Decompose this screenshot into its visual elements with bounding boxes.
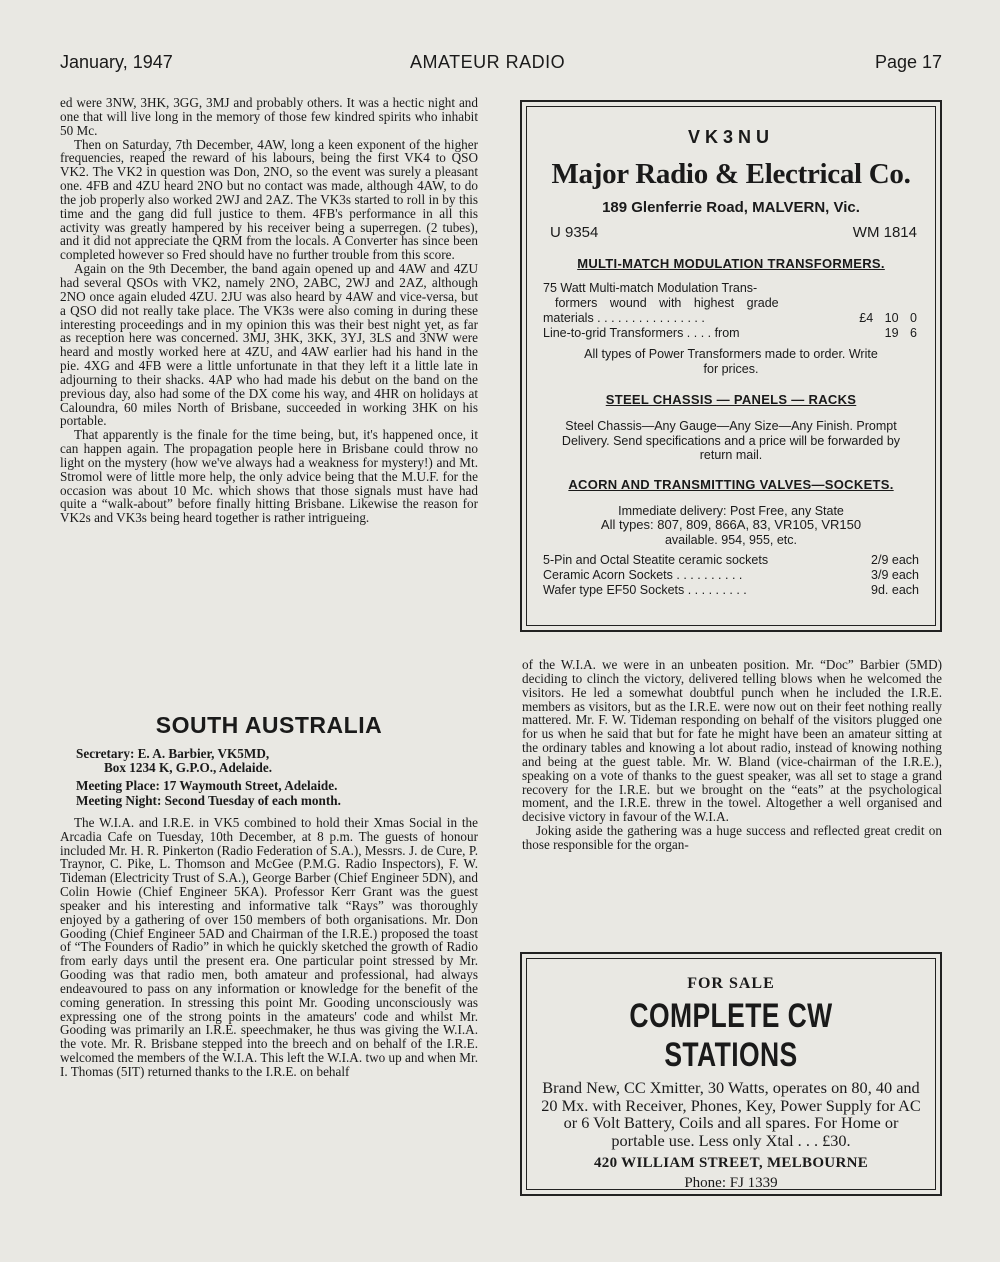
meeting-place: Meeting Place: 17 Waymouth Street, Adelaide. [76,778,338,794]
for-sale-phone: Phone: FJ 1339 [684,1175,778,1191]
meeting-night: Meeting Night: Second Tuesday of each month. [76,792,341,808]
section-heading: SOUTH AUSTRALIA [155,712,383,738]
left-column-article [60,96,478,525]
socket-price: 2/9 each [871,553,919,567]
for-sale-heading: FOR SALE [687,975,775,992]
page-number: Page 17 [874,52,942,72]
valves-line: available. 954, 955, etc. [664,532,798,547]
sockets-list [543,553,919,598]
ad-phone-right: WM 1814 [852,224,917,241]
article-paragraph: Joking aside the gathering was a huge success and reflected great credit on those responsible for the organ- [522,823,942,852]
article-paragraph: Then on Saturday, 7th December, 4AW, long a keen exponent of the higher frequencies, reaped the reward of his labours, being the first VK4 to QSO VK2. The VK2 in question was Don, 2NO, so the event was surely a pleasant one. 4FB and 4ZU heard 2NO but no contact was made, although 4AW, to do the job properly also worked 2WJ and 2AZ. The VK3s started to roll in by this time and the gang did full justice to them. 4FB's performance in all this activity was greatly hampered by his receiver being a superregen. (2 tubes), and it did not appreciate the QRM from the locals. A Converter has since been completed however so Fred should have no further trouble from this score. [60,136,478,263]
transformer-line: 75 Watt Multi-match Modulation Trans- [543,281,758,295]
valves-line: Immediate delivery: Post Free, any State [618,503,844,518]
secretary-line: Secretary: E. A. Barbier, VK5MD, [76,746,270,761]
chassis-text: Steel Chassis—Any Gauge—Any Size—Any Finish. Prompt Delivery. Send specifications and a price will be forwarded by return mail. [561,419,901,462]
socket-price: 3/9 each [871,568,919,582]
transformer-note: All types of Power Transformers made to order. Write for prices. [584,347,878,376]
transformer-line: materials . . . . . . . . . . . . . . . . [543,311,705,325]
south-australia-section [60,712,478,1079]
socket-price: 9d. each [871,583,919,597]
ad-company-name: Major Radio & Electrical Co. [551,158,911,190]
for-sale-description: Brand New, CC Xmitter, 30 Watts, operates on 80, 40 and 20 Mx. with Receiver, Phones, Key, Power Supply for AC or 6 Volt Battery, Coils and all spares. For Home or portable use. Less only Xtal . . . £30. [541,1078,921,1150]
for-sale-advertisement [520,952,942,1196]
box-line: Box 1234 K, G.P.O., Adelaide. [104,760,273,776]
section-info [60,747,478,808]
article-paragraph: ed were 3NW, 3HK, 3GG, 3MJ and probably others. It was a hectic night and one that will live long in the memory of those few kindred spirits who inhabit 50 Mc. [60,95,478,138]
chassis-title: STEEL CHASSIS — PANELS — RACKS [605,392,857,407]
article-paragraph: of the W.I.A. we were in an unbeaten position. Mr. “Doc” Barbier (5MD) deciding to clinch the victory, delivered telling blows when he welcomed the visitors. He led a somewhat doubtful punch when he included the I.R.E. members as visitors, but as the I.R.E. were now out on their feet nothing really mattered. Mr. F. W. Tideman responding on behalf of the visitors plugged one for us when he said that but for fate he might have been an amateur sitting at the ordinary tables and knowing a lot about radio, instead of knowing nothing and being at the guest table. Mr. W. Bland (vice-chairman of the I.R.E.), speaking on a vote of thanks to the guest speaker, was all set to stage a grand recovery for the I.R.E. but we brought on the “eats” at the psychological moment, and the I.R.E. threw in the towel. Altogether a well organised and decisive victory in favour of the W.I.A. [522,657,942,825]
for-sale-address: 420 WILLIAM STREET, MELBOURNE [593,1155,869,1171]
article-paragraph: The W.I.A. and I.R.E. in VK5 combined to hold their Xmas Social in the Arcadia Cafe on Tuesday, 10th December, at 8 p.m. The guests of honour included Mr. H. R. Pinkerton (Radio Federation of S.A.), Messrs. J. de Cure, P. Traynor, C. Pike, L. Thomson and McGee (P.M.G. Radio Inspectors), F. W. Tideman (Electricity Trust of S.A.), George Barber (Chief Engineer 5DN), and Colin Howie (Chief Engineer 5KA). Professor Kerr Grant was the guest speaker and his interesting and informative talk “Rays” was thoroughly enjoyed by a gathering of over 150 members of both organisations. Mr. Don Gooding (Chief Engineer 5AD and Chairman of the I.R.E.) proposed the toast of “The Founders of Radio” in which he quickly sketched the growth of Radio from early days until the present era. One particular point stressed by Mr. Gooding was that radio men, both amateur and professional, had always endeavoured to pass on any information or knowledge for the benefit of the coming generation. In stressing this point Mr. Gooding unconsciously was expressing one of the strong points in the amateurs' code and whilst Mr. Gooding was primarily an I.R.E. speechmaker, he thus was giving the W.I.A. the vote. Mr. R. Brisbane stepped into the breech and on behalf of the I.R.E. welcomed the members of the W.I.A. This left the W.I.A. two up and when Mr. I. Thomas (5IT) returned thanks to the I.R.E. on behalf [60,814,478,1079]
ad-callsign: VK3NU [687,127,774,147]
transformer-price: 19 6 [884,326,917,340]
valves-line: All types: 807, 809, 866A, 83, VR105, VR150 [600,517,862,532]
socket-label: Wafer type EF50 Sockets . . . . . . . . . [543,583,747,597]
page-header [60,52,942,78]
transformer-price: £4 10 0 [859,311,917,325]
transformer-line: formers wound with highest grade [555,296,779,310]
section-body [60,816,478,1079]
right-column-article [522,658,942,852]
transformers-list [543,281,917,341]
ad-phone-left: U 9354 [550,224,599,241]
socket-label: Ceramic Acorn Sockets . . . . . . . . . . [543,568,743,582]
article-paragraph: That apparently is the finale for the time being, but, it's happened once, it can happen again. The propagation people here in Brisbane could throw no light on the mystery (how we've always had a weakness for mystery!) and Mt. Stromol were of little more help, the only advice being that the M.U.F. for the occasion was about 10 Mc. which shows that those signals must have had quite a “walk-about” before finally hitting Brisbane. Likewise the reason for VK2s and VK3s being heard together is rather intrigueing. [60,427,478,526]
issue-date: January, 1947 [60,52,173,72]
valves-title: ACORN AND TRANSMITTING VALVES—SOCKETS. [568,476,894,492]
major-radio-advertisement [520,100,942,632]
magazine-title: AMATEUR RADIO [410,52,566,72]
transformer-line: Line-to-grid Transformers . . . . from [543,326,740,340]
article-paragraph: Again on the 9th December, the band again opened up and 4AW and 4ZU had several QSOs with VK2, namely 2NO, 2ABC, 2WJ and 2AZ, although 2NO once again eluded 4ZU. 2JU was also heard by 4AW and vice-versa, but a QSO did not really take place. The VK3s were also coming in during these interesting proceedings and in my opinion this was their best night yet, as far as reception here was concerned. 3MJ, 3HK, 3KK, 3YJ, 3LS and 3NW were heard and mostly worked here at 4ZU, and 4AW earlier had his hand in the pie. 4XG and 4FB were a little unfortunate in that they left it a little late in adjourning to their shacks. 4AP who had made his debut on the band on the previous day, also had some of the DX come his way, and 4HR on holidays at Caloundra, 60 miles North of Brisbane, succeeded in working 3HK on his portable. [60,261,478,429]
for-sale-title: COMPLETE CW STATIONS [629,997,833,1074]
socket-label: 5-Pin and Octal Steatite ceramic sockets [543,553,769,567]
transformers-title: MULTI-MATCH MODULATION TRANSFORMERS. [577,256,885,271]
ad-phones [527,224,935,246]
ad-address: 189 Glenferrie Road, MALVERN, Vic. [602,199,860,216]
